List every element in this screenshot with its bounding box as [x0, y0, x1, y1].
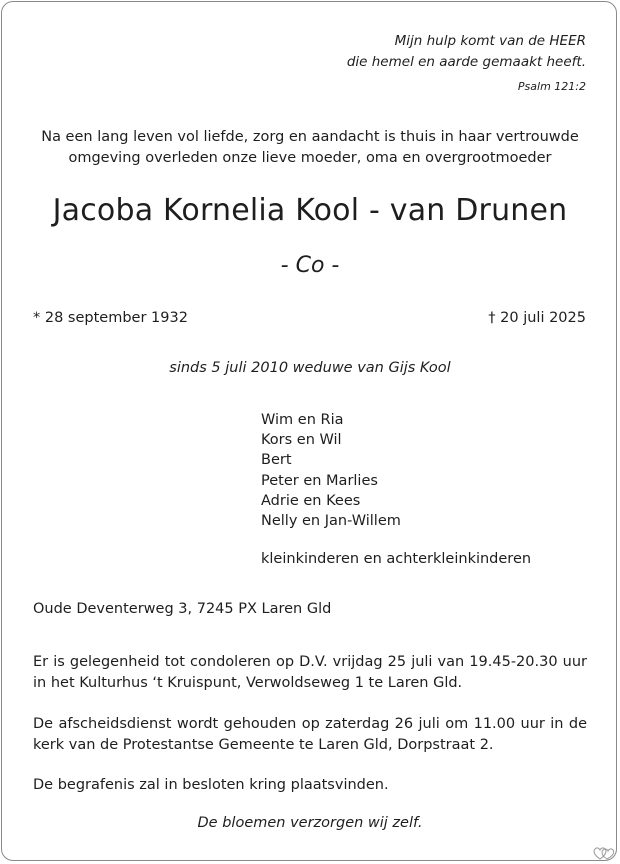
death-date: † 20 juli 2025: [488, 310, 586, 326]
children-list: [261, 410, 401, 531]
hearts-icon: [592, 845, 616, 861]
deceased-nickname: - Co -: [280, 253, 340, 278]
verse-line-1: Mijn hulp komt van de HEER: [394, 33, 586, 49]
birth-date: * 28 september 1932: [33, 310, 188, 326]
family-member: Kors en Wil: [261, 432, 342, 449]
family-member: Bert: [261, 452, 292, 469]
widow-note: sinds 5 juli 2010 weduwe van Gijs Kool: [169, 360, 451, 376]
grandchildren-line: kleinkinderen en achterkleinkinderen: [261, 551, 532, 567]
bible-verse: [347, 31, 586, 73]
condolence-paragraph: Er is gelegenheid tot condoleren op D.V. vrijdag 25 juli van 19.45-20.30 uur in het Kulturhus ‘t Kruispunt, Verwoldseweg 1 te Laren Gld.: [33, 654, 587, 691]
home-address: Oude Deventerweg 3, 7245 PX Laren Gld: [33, 601, 332, 617]
verse-line-2: die hemel en aarde gemaakt heeft.: [346, 54, 586, 70]
family-member: Wim en Ria: [261, 412, 344, 428]
intro-line-1: Na een lang leven vol liefde, zorg en aandacht is thuis in haar vertrouwde: [41, 129, 579, 145]
burial-paragraph: De begrafenis zal in besloten kring plaatsvinden.: [33, 777, 389, 793]
flowers-note: De bloemen verzorgen wij zelf.: [197, 815, 423, 831]
verse-reference: Psalm 121:2: [517, 80, 586, 93]
family-member: Peter en Marlies: [261, 472, 378, 489]
intro-text: [20, 127, 600, 169]
family-member: Adrie en Kees: [261, 492, 361, 509]
deceased-name: Jacoba Kornelia Kool - van Drunen: [52, 193, 568, 228]
service-paragraph: De afscheidsdienst wordt gehouden op zaterdag 26 juli om 11.00 uur in de kerk van de Protestantse Gemeente te Laren Gld, Dorpstraat 2.: [33, 716, 587, 753]
family-member: Nelly en Jan-Willem: [261, 512, 401, 529]
intro-line-2: omgeving overleden onze lieve moeder, oma en overgrootmoeder: [68, 150, 552, 166]
